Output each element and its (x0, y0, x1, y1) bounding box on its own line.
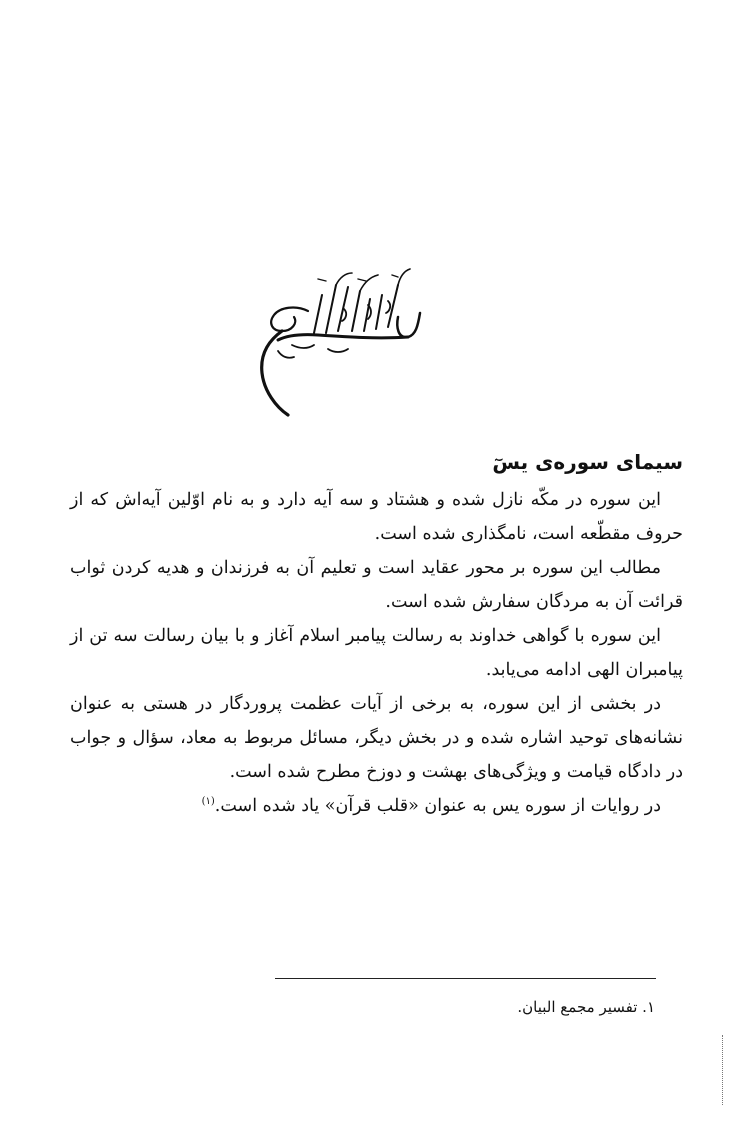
paragraph-3: این سوره با گواهی خداوند به رسالت پیامبر اسلام آغاز و با بیان رسالت سه تن از پیامبران الهی ادامه می‌یابد. (70, 626, 683, 680)
paragraph-5-text: در روایات از سوره یس به عنوان «قلب قرآن» یاد شده است. (214, 796, 661, 816)
footnote: ۱. تفسیر مجمع البیان. (517, 998, 655, 1016)
paragraph-2: مطالب این سوره بر محور عقاید است و تعلیم آن به فرزندان و هدیه کردن ثواب قرائت آن به مردگان سفارش شده است. (70, 558, 683, 612)
article-body (70, 445, 683, 823)
section-heading: سیمای سوره‌ی یسٓ (492, 450, 683, 474)
footnote-reference: (۱) (201, 796, 215, 808)
paragraph-4: در بخشی از این سوره، به برخی از آیات عظمت پروردگار در هستی به عنوان نشانه‌های توحید اشاره شده و در بخش دیگر، مسائل مربوط به معاد، سؤال و جواب در دادگاه قیامت و ویژگی‌های بهشت و دوزخ مطرح شده است. (70, 694, 683, 782)
page-edge-mark (722, 1035, 723, 1105)
paragraph-1: این سوره در مکّه نازل شده و هشتاد و سه آیه دارد و به نام اوّلین آیه‌اش که از حروف مقطّعه است، نامگذاری شده است. (70, 490, 683, 544)
basmala-calligraphy-icon (248, 265, 428, 420)
paragraph-5 (70, 789, 683, 823)
footnote-divider (275, 978, 656, 979)
